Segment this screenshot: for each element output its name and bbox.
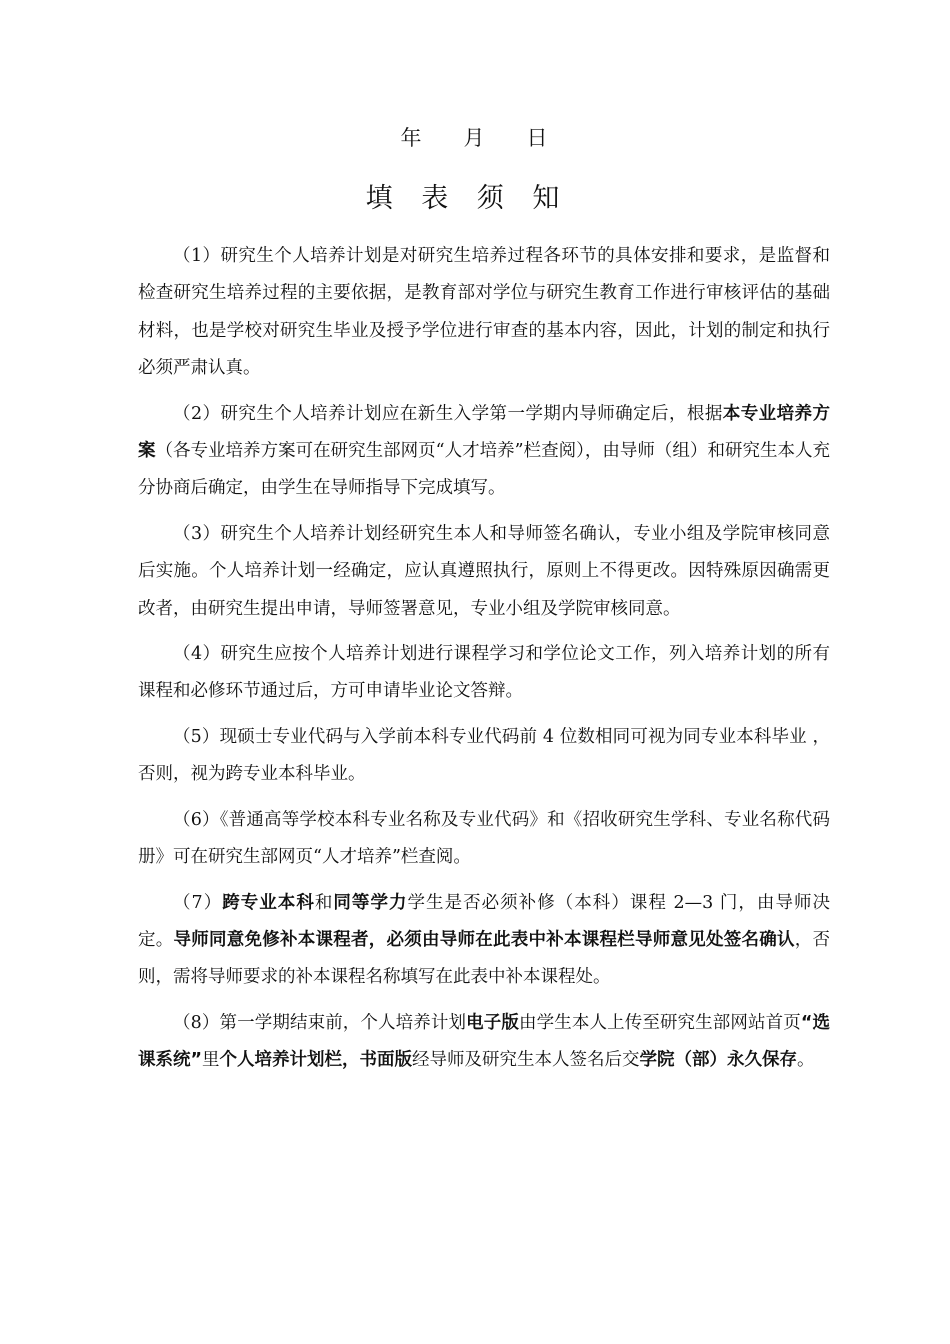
paragraph-text: 经导师及研究生本人签名后交 xyxy=(412,1050,640,1071)
paragraph-text: （1）研究生个人培养计划是对研究生培养过程各环节的具体安排和要求，是监督和检查研究生培养过程的主要依据，是教育部对学位与研究生教育工作进行审核评估的基础材料，也是学校对研究生毕业及授予学位进行审查的基本内容，因此，计划的制定和执行必须严肃认真。 xyxy=(138,246,830,379)
date-month-label: 月 xyxy=(463,126,487,150)
bold-text: 导师同意免修补本课程者，必须由导师在此表中补本课程栏导师意见处签名确认 xyxy=(173,929,795,950)
instruction-paragraph xyxy=(138,516,830,628)
bold-text: 本专业培养方案 xyxy=(138,403,830,462)
paragraph-text: （6）《普通高等学校本科专业名称及专业代码》和《招收研究生学科、专业名称代码册》可在研究生部网页“人才培养”栏查阅。 xyxy=(138,809,830,868)
paragraph-text: 和 xyxy=(314,892,334,913)
paragraph-text: 。 xyxy=(797,1050,815,1071)
instruction-paragraph xyxy=(138,396,830,508)
bold-text: “选课系统” xyxy=(138,1012,831,1071)
paragraph-text: （4）研究生应按个人培养计划进行课程学习和学位论文工作，列入培养计划的所有课程和必修环节通过后，方可申请毕业论文答辩。 xyxy=(138,644,830,702)
instruction-paragraph xyxy=(138,802,830,877)
date-line xyxy=(0,122,950,152)
instruction-paragraph xyxy=(138,719,830,794)
paragraph-text: 由学生本人上传至研究生部网站首页 xyxy=(519,1012,801,1033)
paragraph-text: 学生是否必须补修（本科）课程 2—3 门，由导师决定。 xyxy=(138,892,830,950)
bold-text: 同等学力 xyxy=(333,892,408,913)
paragraph-text: （3）研究生个人培养计划经研究生本人和导师签名确认，专业小组及学院审核同意后实施。个人培养计划一经确定，应认真遵照执行，原则上不得更改。因特殊原因确需更改者，由研究生提出申请，导师签署意见，专业小组及学院审核同意。 xyxy=(138,523,830,619)
bold-text: 跨专业本科 xyxy=(222,892,315,913)
bold-text: 学院（部）永久保存 xyxy=(639,1050,798,1071)
bold-text: 个人培养计划栏，书面版 xyxy=(219,1050,413,1071)
paragraph-text: （8）第一学期结束前，个人培养计划 xyxy=(173,1012,467,1033)
bold-text: 电子版 xyxy=(466,1012,519,1033)
date-year-label: 年 xyxy=(400,126,424,150)
paragraph-text: （5）现硕士专业代码与入学前本科专业代码前 4 位数相同可视为同专业本科毕业 ，否则，视为跨专业本科毕业。 xyxy=(138,726,830,785)
instruction-paragraph xyxy=(138,885,830,997)
instruction-paragraph xyxy=(138,636,830,711)
paragraph-text: （各专业培养方案可在研究生部网页“人才培养”栏查阅），由导师（组）和研究生本人充分协商后确定，由学生在导师指导下完成填写。 xyxy=(138,441,831,499)
paragraph-text: （7） xyxy=(173,892,223,913)
page-title: 填 表 须 知 xyxy=(365,183,570,214)
date-day-label: 日 xyxy=(526,126,550,150)
instruction-paragraph xyxy=(138,1005,830,1080)
instruction-paragraph xyxy=(138,238,830,388)
paragraph-text: （2）研究生个人培养计划应在新生入学第一学期内导师确定后，根据 xyxy=(173,403,723,424)
paragraph-text: 里 xyxy=(202,1050,220,1071)
instructions-body xyxy=(138,238,830,1088)
paragraph-text: ，否则，需将导师要求的补本课程名称填写在此表中补本课程处。 xyxy=(138,929,830,988)
